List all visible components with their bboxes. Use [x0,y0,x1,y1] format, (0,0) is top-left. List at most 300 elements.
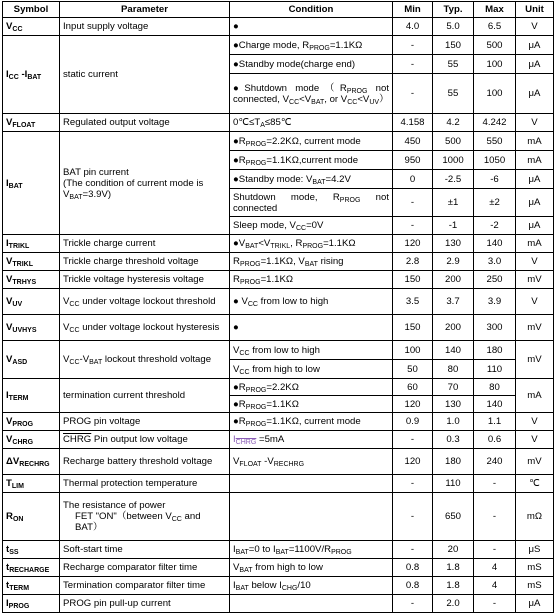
condition-subscript: FLOAT [239,461,262,468]
max-cell: 4 [474,577,516,595]
condition-cell: ●Standby mode(charge end) [230,55,393,74]
parameter-cell: Recharge battery threshold voltage [60,449,230,475]
condition-cell [230,475,393,493]
condition-cell [230,271,393,289]
symbol-subscript: BAT [8,182,23,190]
table-row [3,114,554,132]
condition-subscript: BAT [245,243,259,250]
symbol-cell [3,493,60,541]
header-max: Max [474,2,516,18]
condition-cell [230,541,393,559]
condition-cell [230,36,393,55]
condition-subscript: PROG [309,44,330,52]
condition-subscript: BAT [304,261,318,268]
max-cell: 4.242 [474,114,516,132]
condition-subscript: PROG [302,243,324,250]
parameter-line [63,178,226,200]
parameter-text: under voltage lockout threshold [79,296,216,307]
condition-subscript: RECHRG [273,461,305,468]
typ-cell: 1.8 [433,559,474,577]
condition-text: V [233,562,240,573]
typ-cell: 55 [433,74,474,114]
condition-cell [230,360,393,379]
condition-text: I [233,544,236,555]
parameter-cell: Trickle voltage hysteresis voltage [60,271,230,289]
min-cell: - [393,74,433,114]
parameter-text: Pin output low voltage [91,434,188,445]
typ-cell: 2.0 [433,595,474,613]
condition-text: =1.1KΩ [260,274,294,285]
parameter-text: V [63,296,70,307]
condition-subscript: CC [239,368,250,376]
symbol-subscript: RECHARGE [9,567,50,574]
chrg-pin-label: CHRG [63,434,92,445]
min-cell: 0.8 [393,577,433,595]
unit-cell: μA [516,55,554,74]
condition-text: =5mA [256,434,285,445]
condition-subscript: PROG [245,140,267,148]
max-cell: 140 [474,396,516,413]
condition-text: ● V [233,296,248,307]
max-cell: ±2 [474,189,516,217]
condition-text: <V [357,93,370,105]
symbol-cell [3,114,60,132]
typ-cell: 55 [433,55,474,74]
parameter-text: under voltage lockout hysteresis [79,322,220,333]
table-row [3,541,554,559]
header-typ: Typ. [433,2,474,18]
typ-cell: 80 [433,360,474,379]
parameter-cell: static current [60,36,230,114]
condition-subscript: CC [347,98,358,106]
typ-cell: -2.5 [433,170,474,189]
typ-cell: 1000 [433,151,474,170]
condition-subscript: PROG [239,279,261,286]
table-row [3,595,554,613]
symbol-subscript: FLOAT [12,122,36,129]
symbol-text: t [6,544,10,555]
condition-text: not connected, V [233,82,389,105]
symbol-cell [3,431,60,449]
condition-cell [230,396,393,413]
max-cell: 4 [474,559,516,577]
condition-cell: ● [230,315,393,341]
parameter-line: BAT pin current [63,166,129,178]
min-cell: 0.9 [393,413,433,431]
symbol-subscript: TRIKL [8,243,30,250]
symbol-subscript: UVHYS [12,327,37,334]
symbol-text: -I [18,69,28,80]
unit-cell: ℃ [516,475,554,493]
min-cell: 450 [393,132,433,151]
typ-cell: 110 [433,475,474,493]
min-cell: - [393,431,433,449]
symbol-cell [3,577,60,595]
typ-cell: 0.3 [433,431,474,449]
condition-cell [230,341,393,360]
symbol-text: V [6,21,13,32]
condition-text: =1.1KΩ,current mode [266,154,359,166]
condition-text: , R [290,238,303,249]
condition-text: ） [379,93,389,105]
condition-text: R [233,274,240,285]
condition-text: ●R [233,154,246,166]
header-row [3,2,554,18]
symbol-cell [3,315,60,341]
condition-cell [230,431,393,449]
unit-cell: mS [516,559,554,577]
max-cell: 500 [474,36,516,55]
condition-subscript: BAT [235,585,249,592]
condition-text: I [233,434,236,445]
symbol-subscript: TERM [8,395,29,402]
unit-cell: μA [516,74,554,114]
condition-subscript: PROG [245,386,267,394]
max-cell: 250 [474,271,516,289]
symbol-text: V [6,354,13,365]
unit-cell: mA [516,379,554,413]
condition-subscript: BAT [275,549,289,556]
parameter-subscript: CC [69,327,80,334]
symbol-cell [3,475,60,493]
min-cell: 150 [393,315,433,341]
table-row [3,559,554,577]
condition-text: I [233,580,236,591]
table-row [3,253,554,271]
min-cell: - [393,541,433,559]
parameter-line [63,511,226,522]
parameter-cell: PROG pin voltage [60,413,230,431]
parameter-text: FET "ON"（between V [75,511,172,522]
symbol-text: V [6,416,13,427]
min-cell: 120 [393,396,433,413]
parameter-cell [60,289,230,315]
parameter-text: =3.9V) [82,188,112,200]
min-cell: - [393,36,433,55]
unit-cell: V [516,18,554,36]
condition-text: V [233,363,240,375]
condition-text: =1.1KΩ [329,39,363,51]
condition-text: ●R [233,416,246,427]
symbol-text: V [6,117,13,128]
typ-cell: 4.2 [433,114,474,132]
max-cell: 140 [474,235,516,253]
condition-text: <V [299,93,312,105]
max-cell: 100 [474,74,516,114]
unit-cell: V [516,114,554,132]
symbol-cell [3,132,60,235]
condition-text: R [233,256,240,267]
unit-cell: mA [516,151,554,170]
condition-subscript: BAT [312,178,326,186]
condition-subscript: CHG [281,585,298,592]
table-row [3,132,554,151]
min-cell: - [393,189,433,217]
condition-subscript: BAT [311,98,325,106]
condition-subscript: PROG [331,549,352,556]
min-cell: 0 [393,170,433,189]
unit-cell: mA [516,235,554,253]
typ-cell: 70 [433,379,474,396]
typ-cell: 3.7 [433,289,474,315]
typ-cell: 130 [433,396,474,413]
unit-cell: μA [516,595,554,613]
header-condition: Condition [230,2,393,18]
min-cell: 120 [393,449,433,475]
parameter-subscript: CC [171,516,182,523]
condition-text: , or V [324,93,348,105]
condition-cell [230,151,393,170]
table-row [3,235,554,253]
symbol-cell [3,235,60,253]
condition-text: =1.1KΩ [266,398,299,410]
min-cell: 0.8 [393,559,433,577]
max-cell: 1.1 [474,413,516,431]
condition-cell [230,74,393,114]
electrical-characteristics-table [2,1,554,613]
symbol-subscript: ASD [12,359,28,366]
parameter-text: lockout threshold voltage [102,354,212,365]
parameter-cell [60,132,230,235]
symbol-cell [3,449,60,475]
condition-text: 0℃≤T [233,117,261,128]
symbol-subscript: LIM [11,483,24,490]
header-min: Min [393,2,433,18]
condition-text: ●R [233,381,246,393]
min-cell: - [393,55,433,74]
condition-text: V [233,344,240,356]
typ-cell: 20 [433,541,474,559]
condition-text: =1.1KΩ, V [260,256,305,267]
condition-cell [230,132,393,151]
typ-cell: 650 [433,493,474,541]
condition-text: <V [258,238,271,249]
symbol-text: T [6,478,12,489]
min-cell: 2.8 [393,253,433,271]
max-cell: 80 [474,379,516,396]
symbol-cell [3,253,60,271]
unit-cell: mV [516,271,554,289]
parameter-cell: Thermal protection temperature [60,475,230,493]
symbol-cell [3,271,60,289]
parameter-subscript: CC [69,359,80,366]
min-cell: 100 [393,341,433,360]
condition-text: from low to high [249,344,320,356]
table-row [3,36,554,55]
table-row [3,271,554,289]
condition-cell [230,493,393,541]
condition-text: =4.2V [325,173,351,185]
condition-text: =0 to I [248,544,276,555]
symbol-cell [3,413,60,431]
min-cell: 60 [393,379,433,396]
max-cell: - [474,595,516,613]
symbol-text: V [6,296,13,307]
symbol-subscript: CC [8,74,19,81]
condition-text: Shutdown mode, R [233,191,340,203]
condition-text: =2.2KΩ [266,381,299,393]
parameter-cell: termination current threshold [60,379,230,413]
table-row [3,577,554,595]
table-row [3,18,554,36]
typ-cell: 130 [433,235,474,253]
max-cell: -6 [474,170,516,189]
parameter-cell: Regulated output voltage [60,114,230,132]
symbol-text: I [6,390,9,401]
min-cell: - [393,595,433,613]
min-cell: 950 [393,151,433,170]
unit-cell: μS [516,541,554,559]
parameter-cell [60,315,230,341]
min-cell: 4.0 [393,18,433,36]
parameter-cell: Trickle charge current [60,235,230,253]
typ-cell: 200 [433,271,474,289]
symbol-subscript: UV [12,301,23,308]
condition-text: Sleep mode, V [233,220,296,231]
condition-cell [230,217,393,235]
condition-subscript: CC [239,349,250,357]
condition-subscript: PROG [346,87,368,95]
min-cell: 3.5 [393,289,433,315]
condition-subscript: PROG [245,403,267,411]
condition-subscript: PROG [239,261,261,268]
symbol-text: V [6,256,13,267]
condition-text: ●Charge mode, R [233,39,310,51]
parameter-cell: Trickle charge threshold voltage [60,253,230,271]
max-cell: 240 [474,449,516,475]
header-unit: Unit [516,2,554,18]
condition-text: ●Shutdown mode（R [233,82,347,94]
condition-cell [230,449,393,475]
symbol-subscript: BAT [27,74,42,81]
symbol-subscript: PROG [12,421,34,428]
min-cell: 150 [393,271,433,289]
parameter-cell: PROG pin pull-up current [60,595,230,613]
condition-subscript: PROG [339,196,361,204]
table-row [3,449,554,475]
condition-cell [230,595,393,613]
condition-text: from high to low [252,562,323,573]
condition-text: =1100V/R [288,544,332,555]
max-cell: 110 [474,360,516,379]
condition-subscript: CC [289,98,300,106]
max-cell: 550 [474,132,516,151]
parameter-line: BAT） [75,522,103,533]
parameter-cell [60,431,230,449]
min-cell: 50 [393,360,433,379]
condition-text: ●R [233,398,246,410]
condition-text: =2.2KΩ, current mode [266,135,361,147]
table-row [3,289,554,315]
symbol-subscript: RECHRG [19,461,50,468]
typ-cell: 2.9 [433,253,474,271]
min-cell: 4.158 [393,114,433,132]
symbol-cell [3,341,60,379]
symbol-subscript: ON [12,516,24,523]
condition-cell [230,170,393,189]
unit-cell: mV [516,341,554,379]
symbol-text: I [6,598,9,609]
symbol-cell [3,379,60,413]
symbol-text: V [6,322,13,333]
table-row [3,341,554,360]
unit-cell: V [516,413,554,431]
condition-text: =1.1KΩ, current mode [266,416,361,427]
table-row [3,431,554,449]
condition-text: =1.1KΩ [323,238,356,249]
symbol-text: R [6,511,13,522]
symbol-cell [3,541,60,559]
condition-subscript: BAT [239,567,253,574]
table-row [3,315,554,341]
unit-cell: μA [516,217,554,235]
max-cell: - [474,475,516,493]
condition-subscript: PROG [245,159,267,167]
max-cell: 0.6 [474,431,516,449]
parameter-cell: Soft-start time [60,541,230,559]
symbol-text: ΔV [6,456,20,467]
condition-cell [230,289,393,315]
symbol-subscript: PROG [8,603,30,610]
max-cell: 180 [474,341,516,360]
header-symbol: Symbol [3,2,60,18]
parameter-cell: Termination comparator filter time [60,577,230,595]
unit-cell: μA [516,170,554,189]
symbol-text: t [6,580,10,591]
condition-text: rising [317,256,344,267]
min-cell: - [393,475,433,493]
condition-subscript: CHRG [235,439,257,446]
condition-text: ●Standby mode: V [233,173,313,185]
unit-cell: mΩ [516,493,554,541]
parameter-subscript: BAT [69,193,83,201]
condition-cell [230,189,393,217]
condition-text: V [233,456,240,467]
max-cell: 100 [474,55,516,74]
condition-text: ≤85℃ [264,117,292,128]
condition-subscript: PROG [245,421,267,428]
symbol-subscript: TRHYS [12,279,37,286]
condition-subscript: TRIKL [270,243,291,250]
max-cell: 1050 [474,151,516,170]
table-row [3,413,554,431]
typ-cell: 200 [433,315,474,341]
max-cell: 3.0 [474,253,516,271]
condition-text: ●V [233,238,246,249]
symbol-subscript: CHRG [12,439,34,446]
typ-cell: 140 [433,341,474,360]
symbol-subscript: CC [12,26,23,33]
table-row [3,493,554,541]
symbol-text: I [6,177,9,189]
table-row [3,475,554,493]
symbol-cell [3,18,60,36]
parameter-line: The resistance of power [63,500,166,511]
condition-text: =0V [306,220,324,231]
parameter-cell: Recharge comparator filter time [60,559,230,577]
unit-cell: mA [516,132,554,151]
condition-subscript: A [260,122,265,129]
typ-cell: 5.0 [433,18,474,36]
symbol-subscript: SS [9,549,19,556]
parameter-text: and [181,511,201,522]
symbol-cell [3,289,60,315]
parameter-text: -V [79,354,90,365]
symbol-text: V [6,274,13,285]
condition-subscript: CC [295,225,307,232]
condition-subscript: UV [369,98,380,106]
condition-text: from high to low [249,363,320,375]
